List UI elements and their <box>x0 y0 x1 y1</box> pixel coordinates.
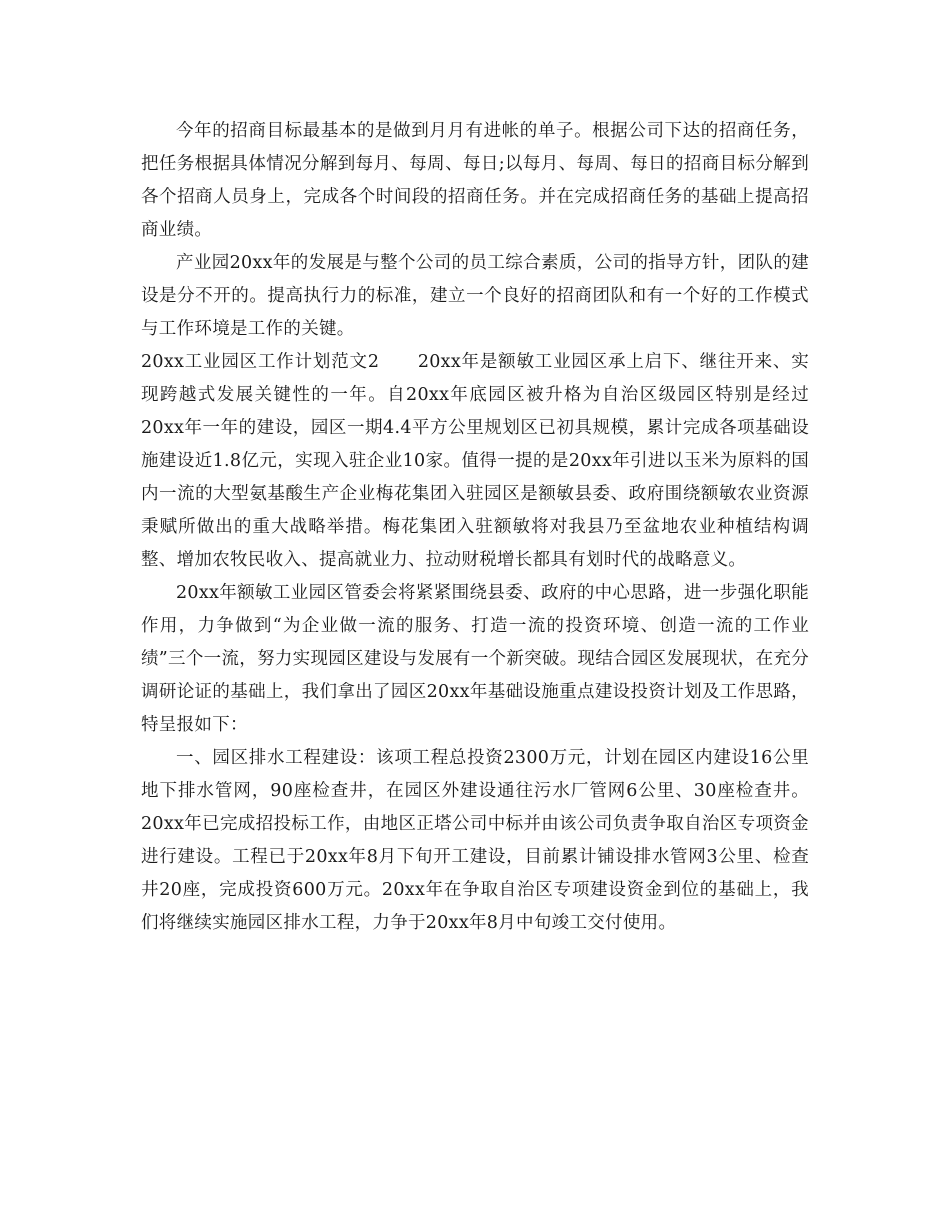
paragraph-recruitment-goal: 今年的招商目标最基本的是做到月月有进帐的单子。根据公司下达的招商任务，把任务根据具体情况分解到每月、每周、每日;以每月、每周、每日的招商目标分解到各个招商人员身上，完成各个时间段的招商任务。并在完成招商任务的基础上提高招商业绩。 <box>141 121 809 240</box>
paragraph-industrial-park-development: 产业园20xx年的发展是与整个公司的员工综合素质，公司的指导方针，团队的建设是分不开的。提高执行力的标准，建立一个良好的招商团队和有一个好的工作模式与工作环境是工作的关键。 <box>141 253 809 339</box>
section-body: 20xx年是额敏工业园区承上启下、继往开来、实现跨越式发展关键性的一年。自20xx年底园区被升格为自治区级园区特别是经过20xx年一年的建设，园区一期4.4平方公里规划区已初具规模，累计完成各项基础设施建设近1.8亿元，实现入驻企业10家。值得一提的是20xx年引进以玉米为原料的国内一流的大型氨基酸生产企业梅花集团入驻园区是额敏县委、政府围绕额敏农业资源秉赋所做出的重大战略举措。梅花集团入驻额敏将对我县乃至盆地农业种植结构调整、增加农牧民收入、提高就业力、拉动财税增长都具有划时代的战略意义。 <box>141 352 810 570</box>
paragraph-management-committee-plan: 20xx年额敏工业园区管委会将紧紧围绕县委、政府的中心思路，进一步强化职能作用，力争做到“为企业做一流的服务、打造一流的投资环境、创造一流的工作业绩”三个一流，努力实现园区建设与发展有一个新突破。现结合园区发展现状，在充分调研论证的基础上，我们拿出了园区20xx年基础设施重点建设投资计划及工作思路，特呈报如下： <box>141 583 809 735</box>
section-heading: 20xx工业园区工作计划范文2 <box>141 352 380 372</box>
paragraph-work-plan-2 <box>141 346 809 577</box>
document-page <box>141 115 809 940</box>
paragraph-drainage-project: 一、园区排水工程建设：该项工程总投资2300万元，计划在园区内建设16公里地下排水管网，90座检查井，在园区外建设通往污水厂管网6公里、30座检查井。20xx年已完成招投标工作，由地区正塔公司中标并由该公司负责争取自治区专项资金进行建设。工程已于20xx年8月下旬开工建设，目前累计铺设排水管网3公里、检查井20座，完成投资600万元。20xx年在争取自治区专项建设资金到位的基础上，我们将继续实施园区排水工程，力争于20xx年8月中旬竣工交付使用。 <box>141 748 809 933</box>
